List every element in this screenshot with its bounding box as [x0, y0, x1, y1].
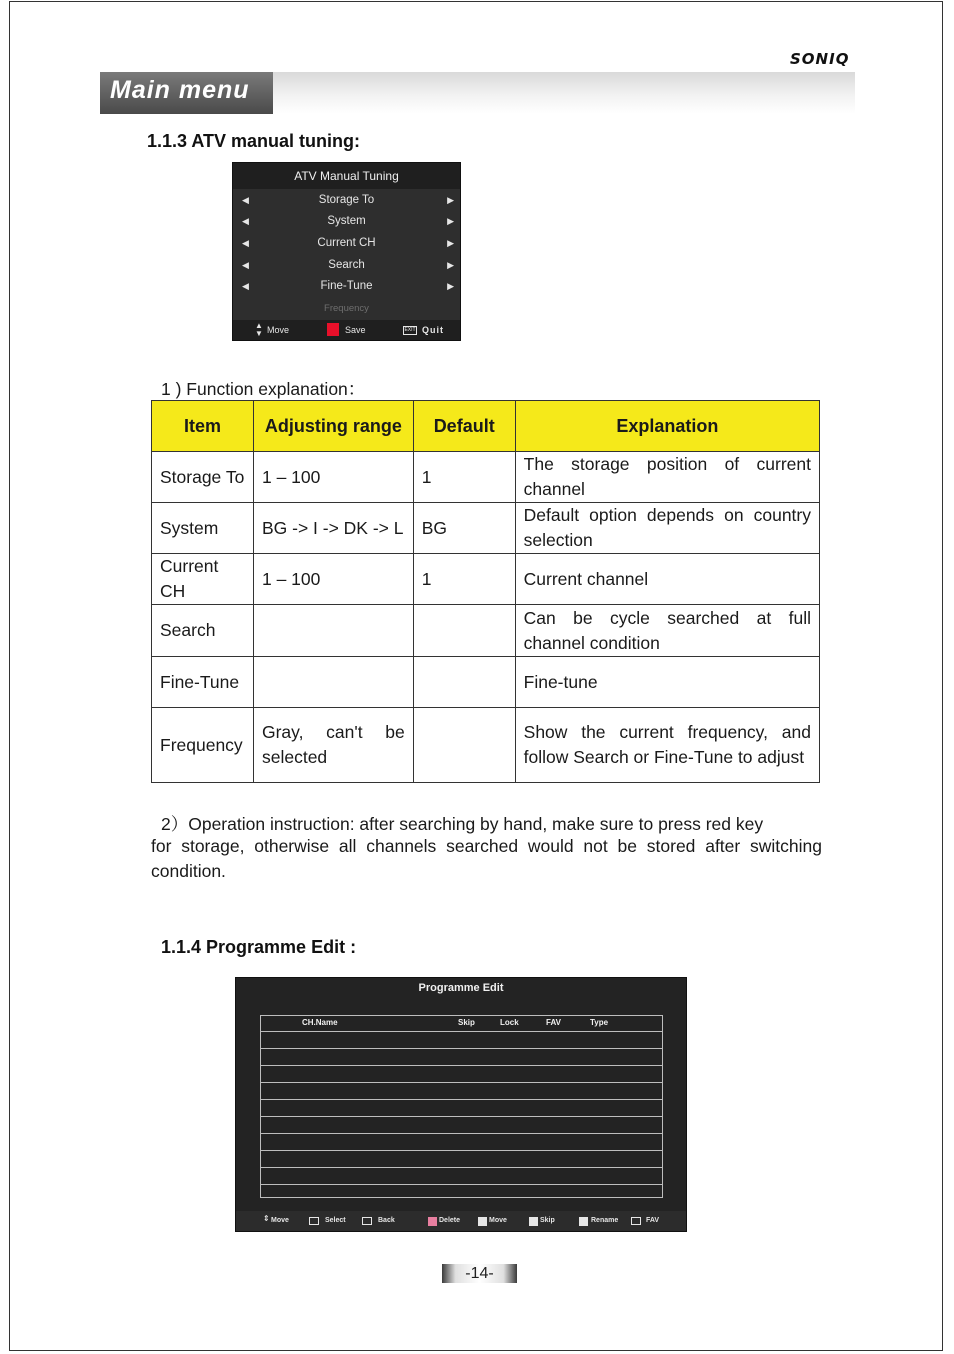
- table-row: [152, 452, 820, 503]
- cell-default: [413, 605, 515, 657]
- left-arrow-icon: ◀: [242, 260, 249, 270]
- pe-title: Programme Edit: [418, 982, 504, 994]
- cell-explanation: The storage position of current channel: [515, 452, 819, 503]
- right-arrow-icon: ▶: [447, 216, 454, 226]
- osd-footer-save: Save: [345, 325, 366, 335]
- left-arrow-icon: ◀: [242, 195, 249, 205]
- cell-item: Frequency: [152, 708, 254, 783]
- cell-default: BG: [413, 503, 515, 554]
- pe-footer: [236, 1211, 686, 1231]
- pe-footer-back: Back: [378, 1217, 395, 1224]
- ok-key-icon: [309, 1217, 319, 1225]
- grid-line: [261, 1048, 662, 1049]
- grid-line: [261, 1065, 662, 1066]
- updown-arrow-icon: ▲: [255, 321, 263, 330]
- cell-explanation: Fine-tune: [515, 657, 819, 708]
- red-key-icon: [428, 1217, 437, 1226]
- pe-footer-fav: FAV: [646, 1217, 660, 1224]
- programme-edit-screenshot: [235, 977, 687, 1232]
- osd-footer-move: Move: [267, 325, 290, 335]
- grid-line: [261, 1082, 662, 1083]
- pe-footer-skip: Skip: [540, 1217, 555, 1224]
- pe-channel-grid: [260, 1015, 663, 1198]
- pe-col-fav: FAV: [546, 1018, 561, 1027]
- updown-arrow-icon-lower: ▼: [255, 329, 263, 338]
- header-explanation: Explanation: [515, 401, 819, 452]
- green-key-icon: [478, 1217, 487, 1226]
- atv-osd-screenshot: [232, 162, 461, 341]
- header-item: Item: [152, 401, 254, 452]
- cell-explanation: Current channel: [515, 554, 819, 605]
- pe-col-lock: Lock: [500, 1018, 519, 1027]
- cell-default: [413, 657, 515, 708]
- pe-footer-select: Select: [325, 1217, 346, 1224]
- page-title: Main menu: [110, 76, 250, 104]
- cell-default: 1: [413, 452, 515, 503]
- grid-line: [261, 1116, 662, 1117]
- pe-footer-rename: Rename: [591, 1217, 619, 1224]
- osd-item-storage-to: ◀ Storage To ▶: [233, 190, 460, 210]
- function-explanation-caption: 1 ) Function explanation：: [161, 379, 366, 399]
- function-table: [151, 400, 820, 783]
- cell-range: Gray, can't be selected: [253, 708, 413, 783]
- cell-item: Current CH: [152, 554, 254, 605]
- cell-item: Search: [152, 605, 254, 657]
- table-row: [152, 708, 820, 783]
- table-row: [152, 605, 820, 657]
- cell-explanation: Can be cycle searched at full channel condition: [515, 605, 819, 657]
- osd-item-frequency: Frequency: [324, 303, 369, 314]
- right-arrow-icon: ▶: [447, 281, 454, 291]
- cell-explanation: Show the current frequency, and follow Search or Fine-Tune to adjust: [515, 708, 819, 783]
- pe-col-type: Type: [590, 1018, 609, 1027]
- header-range: Adjusting range: [253, 401, 413, 452]
- osd-title: ATV Manual Tuning: [233, 163, 460, 189]
- pe-col-chname: CH.Name: [302, 1018, 338, 1027]
- cell-default: 1: [413, 554, 515, 605]
- yellow-key-icon: [529, 1217, 538, 1226]
- pe-footer-delete: Delete: [439, 1217, 461, 1224]
- osd-footer-quit: Quit: [422, 325, 444, 335]
- red-key-icon: [327, 323, 339, 336]
- operation-line-1: 2）Operation instruction: after searching by hand, make sure to press red key: [161, 814, 764, 834]
- right-arrow-icon: ▶: [447, 195, 454, 205]
- cell-explanation: Default option depends on country selection: [515, 503, 819, 554]
- menu-key-icon: [362, 1217, 372, 1225]
- page-number: -14-: [442, 1264, 517, 1283]
- pe-footer-move: Move: [271, 1217, 289, 1224]
- table-row: [152, 657, 820, 708]
- cell-range: [253, 657, 413, 708]
- osd-item-search: ◀ Search ▶: [233, 255, 460, 275]
- brand-logo: SONIQ: [790, 50, 850, 68]
- operation-text: for storage, otherwise all channels searched would not be stored after switching condition.: [151, 836, 822, 881]
- cell-item: System: [152, 503, 254, 554]
- osd-footer: [233, 320, 460, 340]
- pe-footer-move2: Move: [489, 1217, 507, 1224]
- blue-key-icon: [579, 1217, 588, 1226]
- osd-item-fine-tune: ◀ Fine-Tune ▶: [233, 276, 460, 296]
- cell-range: 1 – 100: [253, 452, 413, 503]
- cell-range: BG -> I -> DK -> L: [253, 503, 413, 554]
- table-row: [152, 503, 820, 554]
- grid-line: [261, 1184, 662, 1185]
- exit-key-icon: EXIT: [404, 327, 416, 333]
- header-default: Default: [413, 401, 515, 452]
- atv-section-heading: 1.1.3 ATV manual tuning:: [147, 131, 361, 151]
- left-arrow-icon: ◀: [242, 281, 249, 291]
- grid-line: [261, 1133, 662, 1134]
- right-arrow-icon: ▶: [447, 238, 454, 248]
- left-arrow-icon: ◀: [242, 216, 249, 226]
- left-arrow-icon: ◀: [242, 238, 249, 248]
- osd-item-current-ch: ◀ Current CH ▶: [233, 233, 460, 253]
- table-row: [152, 554, 820, 605]
- osd-item-system: ◀ System ▶: [233, 211, 460, 231]
- cell-default: [413, 708, 515, 783]
- cell-range: 1 – 100: [253, 554, 413, 605]
- cell-range: [253, 605, 413, 657]
- grid-line: [261, 1167, 662, 1168]
- grid-line: [261, 1099, 662, 1100]
- right-arrow-icon: ▶: [447, 260, 454, 270]
- fav-key-icon: [631, 1217, 641, 1225]
- grid-line: [261, 1031, 662, 1032]
- cell-item: Fine-Tune: [152, 657, 254, 708]
- updown-arrow-icon: ⇕: [263, 1214, 270, 1223]
- grid-line: [261, 1150, 662, 1151]
- pe-section-heading: 1.1.4 Programme Edit :: [161, 937, 357, 957]
- cell-item: Storage To: [152, 452, 254, 503]
- pe-col-skip: Skip: [458, 1018, 475, 1027]
- table-header-row: [152, 401, 820, 452]
